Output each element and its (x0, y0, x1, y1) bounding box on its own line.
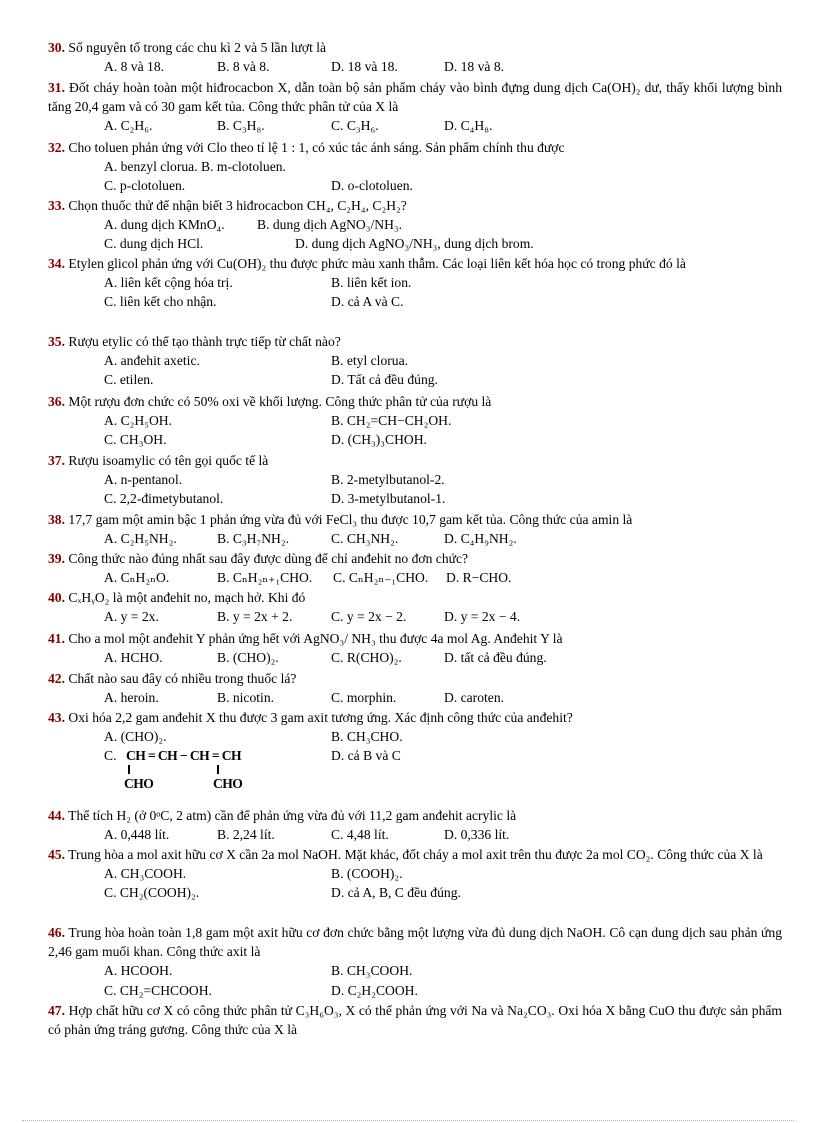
question-text: Trung hòa a mol axit hữu cơ X cần 2a mol NaOH. Mặt khác, đốt cháy a mol axit trên thu được 2a mol CO₂. Công thức của X là (68, 847, 763, 862)
option-a: A. HCOOH. (104, 963, 173, 979)
question-text: Oxi hóa 2,2 gam anđehit X thu được 3 gam axit tương ứng. Xác định công thức của anđehit? (68, 710, 573, 725)
options-row (48, 529, 782, 548)
option-a: A. CH₃COOH. (104, 866, 187, 882)
question-text: CₓHᵧO₂ là một anđehit no, mạch hở. Khi đó (68, 590, 306, 605)
option-c: C. 4,48 lít. (331, 827, 389, 843)
question-45 (48, 845, 782, 903)
question-32 (48, 138, 782, 196)
question-37 (48, 451, 782, 509)
options-row (48, 176, 782, 195)
option-d: D. y = 2x − 4. (444, 609, 521, 625)
option-a-b: A. benzyl clorua. B. m-clotoluen. (104, 159, 286, 175)
options-row (48, 470, 782, 489)
option-c: C. (104, 748, 117, 764)
option-d: D. o-clotoluen. (331, 178, 413, 194)
question-text: Rượu isoamylic có tên gọi quốc tế là (68, 453, 269, 468)
question-number: 45. (48, 847, 65, 862)
question-34 (48, 254, 782, 312)
options-row (48, 489, 782, 508)
option-d: D. C₂H₂COOH. (331, 982, 418, 998)
option-d: D. tất cả đều đúng. (444, 650, 547, 666)
option-b: B. C₃H₇NH₂. (217, 531, 289, 547)
option-c: C. morphin. (331, 690, 397, 706)
option-a: A. C₂H₅OH. (104, 413, 173, 429)
option-c: C. CH₂=CHCOOH. (104, 982, 212, 998)
options-row (48, 57, 782, 76)
options-row (48, 688, 782, 707)
question-text: Cho toluen phản ứng với Clo theo tỉ lệ 1 : 1, có xúc tác ánh sáng. Sản phẩm chính thu được (68, 140, 565, 155)
option-c: C. 2,2-đimetybutanol. (104, 491, 224, 507)
aldehyde-group-right: CHO (213, 776, 243, 792)
question-text: Etylen glicol phản ứng với Cu(OH)₂ thu được phức màu xanh thẫm. Các loại liên kết hóa học có trong phức đó là (68, 256, 686, 271)
option-a: A. 0,448 lít. (104, 827, 170, 843)
question-39 (48, 549, 782, 587)
option-a: A. C₂H₅NH₂. (104, 531, 177, 547)
options-row (48, 961, 782, 980)
option-d: D. caroten. (444, 690, 505, 706)
question-text: 17,7 gam một amin bậc 1 phản ứng vừa đủ với FeCl₃ thu được 10,7 gam kết tủa. Công thức của amin là (68, 512, 633, 527)
option-b: B. 2-metylbutanol-2. (331, 472, 445, 488)
question-43 (48, 708, 782, 792)
option-d: D. C₄H₈. (444, 118, 493, 134)
option-b: B. 8 và 8. (217, 59, 270, 75)
options-row (48, 116, 782, 135)
options-row (48, 215, 782, 234)
option-b: B. CₙH₂ₙ₊₁CHO. (217, 570, 313, 586)
question-number: 34. (48, 256, 65, 271)
question-46 (48, 923, 782, 1000)
option-a: A. HCHO. (104, 650, 163, 666)
options-row (48, 648, 782, 667)
option-c: C. CH₂(COOH)₂. (104, 885, 200, 901)
options-row (48, 351, 782, 370)
question-36 (48, 392, 782, 450)
question-text: Trung hòa hoàn toàn 1,8 gam một axit hữu cơ đơn chức bằng một lượng vừa đủ dung dịch NaOH. Cô cạn dung dịch sau phản ứng 2,46 gam muối khan. Công thức axit là (48, 925, 782, 960)
options-row (48, 292, 782, 311)
option-a: A. n-pentanol. (104, 472, 183, 488)
question-30 (48, 38, 782, 76)
option-d: D. cả A và C. (331, 294, 404, 310)
option-b: B. (COOH)₂. (331, 866, 403, 882)
option-b: B. (CHO)₂. (217, 650, 279, 666)
page-footer-divider (22, 1120, 794, 1121)
question-text: Chất nào sau đây có nhiều trong thuốc lá? (68, 671, 297, 686)
option-a: A. anđehit axetic. (104, 353, 200, 369)
question-number: 42. (48, 671, 65, 686)
bond-line (128, 765, 130, 774)
option-b: B. CH₃COOH. (331, 963, 413, 979)
options-row (48, 981, 782, 1000)
options-row (48, 234, 782, 253)
option-b: B. y = 2x + 2. (217, 609, 293, 625)
question-31 (48, 78, 782, 136)
option-d: D. C₄H₉NH₂. (444, 531, 517, 547)
option-b: B. liên kết ion. (331, 275, 412, 291)
option-c: C. R(CHO)₂. (331, 650, 402, 666)
option-d: D. (CH₃)₃CHOH. (331, 432, 427, 448)
option-c: C. p-clotoluen. (104, 178, 186, 194)
structural-formula-chain: CH = CH − CH = CH (126, 748, 241, 764)
question-text: Chọn thuốc thử để nhận biết 3 hiđrocacbon CH₄, C₂H₄, C₂H₂? (68, 198, 407, 213)
option-b: B. 2,24 lít. (217, 827, 275, 843)
question-number: 35. (48, 334, 65, 349)
options-row (48, 825, 782, 844)
option-c: C. CH₃OH. (104, 432, 167, 448)
options-row (48, 273, 782, 292)
option-b: B. CH₃CHO. (331, 729, 403, 745)
option-a: A. CₙH₂ₙO. (104, 570, 170, 586)
option-c: C. liên kết cho nhận. (104, 294, 217, 310)
options-row (48, 568, 782, 587)
question-number: 39. (48, 551, 65, 566)
question-number: 30. (48, 40, 65, 55)
question-text: Thể tích H₂ (ở 0ᵒC, 2 atm) cần để phản ứng vừa đủ với 11,2 gam anđehit acrylic là (68, 808, 517, 823)
question-33 (48, 196, 782, 254)
question-text: Số nguyên tố trong các chu kì 2 và 5 lần lượt là (68, 40, 327, 55)
option-a: A. y = 2x. (104, 609, 159, 625)
options-row (48, 411, 782, 430)
question-text: Một rượu đơn chức có 50% oxi về khối lượng. Công thức phân tử của rượu là (68, 394, 492, 409)
option-c: C. CH₃NH₂. (331, 531, 399, 547)
option-b: B. etyl clorua. (331, 353, 409, 369)
option-a: A. (CHO)₂. (104, 729, 167, 745)
option-d: D. cả A, B, C đều đúng. (331, 885, 461, 901)
question-number: 37. (48, 453, 65, 468)
options-row (48, 430, 782, 449)
option-c: D. 18 và 18. (331, 59, 398, 75)
bond-line (217, 765, 219, 774)
option-c: C. dung dịch HCl. (104, 236, 204, 252)
question-text: Đốt cháy hoàn toàn một hiđrocacbon X, dẫn toàn bộ sản phẩm cháy vào bình đựng dung dịch Ca(OH)₂ dư, thấy khối lượng bình tăng 20,4 gam và có 30 gam kết tủa. Công thức phân tử của X là (48, 80, 782, 115)
question-35 (48, 332, 782, 390)
question-text: Cho a mol một anđehit Y phản ứng hết với AgNO₃/ NH₃ thu được 4a mol Ag. Anđehit Y là (68, 631, 563, 646)
options-row (48, 883, 782, 902)
question-text: Hợp chất hữu cơ X có công thức phân tử C₃H₆O₃, X có thể phản ứng với Na và Na₂CO₃. Oxi hóa X bằng CuO thu được sản phẩm có phản ứng tráng gương. Công thức của X là (48, 1003, 782, 1038)
question-number: 43. (48, 710, 65, 725)
option-d: D. R−CHO. (446, 570, 512, 586)
option-c: C. y = 2x − 2. (331, 609, 407, 625)
option-b: B. nicotin. (217, 690, 275, 706)
option-d: D. dung dịch AgNO₃/NH₃, dung dịch brom. (295, 236, 534, 252)
question-text: Công thức nào đúng nhất sau đây được dùng để chỉ anđehit no đơn chức? (68, 551, 469, 566)
option-d: D. 18 và 8. (444, 59, 505, 75)
question-44 (48, 806, 782, 844)
option-d: D. cả B và C (331, 748, 401, 764)
option-a: A. heroin. (104, 690, 159, 706)
option-c-structure-row (48, 746, 782, 792)
option-a: A. liên kết cộng hóa trị. (104, 275, 233, 291)
option-c: C. CₙH₂ₙ₋₁CHO. (333, 570, 429, 586)
options-row (48, 727, 782, 746)
option-b: B. dung dịch AgNO₃/NH₃. (257, 217, 403, 233)
options-row (48, 607, 782, 626)
options-row (48, 157, 782, 176)
question-number: 40. (48, 590, 65, 605)
question-40 (48, 588, 782, 626)
option-c: C. etilen. (104, 372, 154, 388)
option-d: D. Tất cả đều đúng. (331, 372, 438, 388)
question-text: Rượu etylic có thể tạo thành trực tiếp từ chất nào? (68, 334, 341, 349)
option-a: A. C₂H₆. (104, 118, 153, 134)
option-c: C. C₃H₆. (331, 118, 379, 134)
question-number: 31. (48, 80, 65, 95)
question-47 (48, 1001, 782, 1039)
question-number: 47. (48, 1003, 65, 1018)
option-a: A. dung dịch KMnO₄. (104, 217, 225, 233)
options-row (48, 370, 782, 389)
option-b: B. CH₂=CH−CH₂OH. (331, 413, 452, 429)
question-number: 44. (48, 808, 65, 823)
question-number: 38. (48, 512, 65, 527)
question-number: 46. (48, 925, 65, 940)
question-number: 36. (48, 394, 65, 409)
option-d: D. 3-metylbutanol-1. (331, 491, 446, 507)
options-row (48, 864, 782, 883)
aldehyde-group-left: CHO (124, 776, 154, 792)
option-a: A. 8 và 18. (104, 59, 165, 75)
option-b: B. C₃H₈. (217, 118, 265, 134)
question-38 (48, 510, 782, 548)
question-41 (48, 629, 782, 667)
question-42 (48, 669, 782, 707)
option-d: D. 0,336 lít. (444, 827, 510, 843)
question-number: 32. (48, 140, 65, 155)
question-number: 41. (48, 631, 65, 646)
question-number: 33. (48, 198, 65, 213)
